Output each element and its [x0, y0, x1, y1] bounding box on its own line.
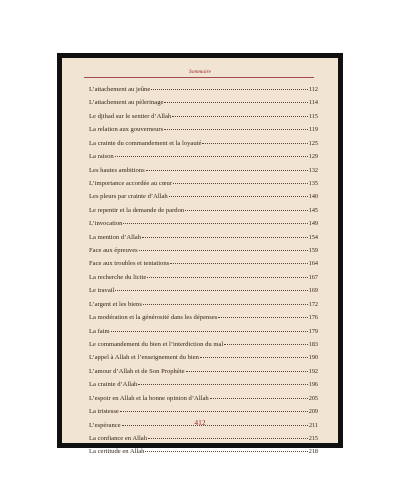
- toc-entry-title: La confiance en Allah: [89, 434, 148, 442]
- dot-leader: [172, 116, 308, 117]
- toc-entry: [89, 271, 318, 284]
- toc-entry-page: 183: [308, 341, 318, 349]
- page-number: 412: [194, 418, 206, 427]
- toc-entry-page: 129: [308, 153, 318, 161]
- toc-entry-title: Face aux troubles et tentations: [89, 260, 170, 268]
- toc-entry-page: 154: [308, 233, 318, 241]
- toc-entry: [89, 123, 318, 136]
- toc-entry-title: L’invocation: [89, 220, 123, 228]
- toc-entry-title: La faim: [89, 327, 110, 335]
- dot-leader: [139, 250, 308, 251]
- toc-entry-title: La raison: [89, 153, 114, 161]
- toc-entry-page: 196: [308, 381, 318, 389]
- dot-leader: [210, 398, 308, 399]
- dot-leader: [147, 277, 307, 278]
- toc-entry: [89, 284, 318, 297]
- toc-entry-page: 218: [308, 448, 318, 456]
- toc-entry-title: La mention d’Allah: [89, 233, 142, 241]
- toc-entry: [89, 392, 318, 405]
- toc-entry-title: La crainte du commandement et la loyauté: [89, 139, 202, 147]
- toc-entry: [89, 365, 318, 378]
- toc-entry-page: 125: [308, 139, 318, 147]
- toc-entry-title: Les hautes ambitions: [89, 166, 145, 174]
- dot-leader: [164, 129, 308, 130]
- toc-entry: [89, 257, 318, 270]
- toc-entry: [89, 231, 318, 244]
- toc-entry: [89, 137, 318, 150]
- toc-entry-title: L’attachement au jeûne: [89, 86, 151, 93]
- toc-entry-page: 172: [308, 300, 318, 308]
- book-page: [62, 58, 338, 456]
- toc-entry-page: 169: [308, 287, 318, 295]
- toc-entry-title: L’attachement au pèlerinage: [89, 99, 164, 107]
- toc-entry-page: 140: [308, 193, 318, 201]
- toc-entry-title: La recherche du licite: [89, 273, 147, 281]
- toc-entry: [89, 325, 318, 338]
- toc-entry-page: 211: [308, 421, 318, 429]
- toc-entry: [89, 83, 318, 96]
- toc-entry-title: Le travail: [89, 287, 115, 295]
- toc-entry-page: 167: [308, 273, 318, 281]
- toc-entry-page: 159: [308, 247, 318, 255]
- toc-entry: [89, 405, 318, 418]
- toc-entry: [89, 432, 318, 445]
- toc-entry-page: 164: [308, 260, 318, 268]
- toc-entry: [89, 190, 318, 203]
- toc-entry-title: L’amour d’Allah et de Son Prophète: [89, 367, 185, 375]
- toc-entry-title: Le djihad sur le sentier d’Allah: [89, 112, 172, 120]
- dot-leader: [123, 223, 307, 224]
- dot-leader: [151, 89, 308, 90]
- toc-entry-page: 209: [308, 408, 318, 416]
- toc-entry: [89, 244, 318, 257]
- toc-entry-title: Le repentir et la demande de pardon: [89, 206, 185, 214]
- toc-entry: [89, 150, 318, 163]
- dot-leader: [142, 237, 308, 238]
- toc-entry-title: La crainte d’Allah: [89, 381, 138, 389]
- toc-entry-title: L’appel à Allah et l’enseignement du bien: [89, 354, 199, 362]
- toc-entry-page: 190: [308, 354, 318, 362]
- toc-entry: [89, 445, 318, 458]
- table-of-contents: [89, 83, 318, 459]
- toc-entry: [89, 338, 318, 351]
- toc-entry-page: 135: [308, 179, 318, 187]
- toc-entry-title: L’importance accordée au cœur: [89, 179, 173, 187]
- toc-entry-title: Le commandement du bien et l’interdiction du mal: [89, 341, 224, 349]
- toc-entry-page: 205: [308, 394, 318, 402]
- dot-leader: [146, 170, 308, 171]
- dot-leader: [224, 344, 308, 345]
- dot-leader: [115, 290, 307, 291]
- dot-leader: [143, 304, 308, 305]
- toc-entry-page: 132: [308, 166, 318, 174]
- toc-entry: [89, 164, 318, 177]
- dot-leader: [185, 210, 308, 211]
- toc-entry-title: La tristesse: [89, 408, 119, 416]
- dot-leader: [164, 102, 307, 103]
- toc-entry-title: Face aux épreuves: [89, 247, 138, 255]
- dot-leader: [145, 451, 307, 452]
- toc-entry-title: La certitude en Allah: [89, 448, 145, 456]
- toc-entry-page: 145: [308, 206, 318, 214]
- toc-entry-page: 192: [308, 367, 318, 375]
- dot-leader: [173, 183, 308, 184]
- header-rule: [84, 77, 314, 78]
- toc-entry: [89, 378, 318, 391]
- toc-entry-page: 179: [308, 327, 318, 335]
- toc-entry-page: 215: [308, 434, 318, 442]
- toc-entry-page: 149: [308, 220, 318, 228]
- toc-entry-page: 119: [308, 126, 318, 134]
- toc-entry: [89, 204, 318, 217]
- toc-entry-title: La modération et la générosité dans les dépenses: [89, 314, 218, 322]
- toc-entry: [89, 298, 318, 311]
- running-head: Sommaire: [188, 69, 212, 75]
- toc-entry: [89, 96, 318, 109]
- dot-leader: [186, 371, 308, 372]
- toc-entry-title: L’argent et les biens: [89, 300, 142, 308]
- dot-leader: [148, 438, 308, 439]
- toc-entry-title: L’espoir en Allah et la bonne opinion d’Allah: [89, 394, 209, 402]
- toc-entry-title: L’espérance: [89, 421, 121, 429]
- toc-entry: [89, 311, 318, 324]
- toc-entry-page: 115: [308, 112, 318, 120]
- dot-leader: [111, 331, 308, 332]
- toc-entry: [89, 217, 318, 230]
- dot-leader: [169, 196, 308, 197]
- dot-leader: [115, 156, 308, 157]
- dot-leader: [170, 263, 308, 264]
- toc-entry: [89, 351, 318, 364]
- toc-entry-page: 176: [308, 314, 318, 322]
- dot-leader: [138, 384, 307, 385]
- dot-leader: [202, 143, 307, 144]
- toc-entry: [89, 110, 318, 123]
- dot-leader: [218, 317, 307, 318]
- toc-entry: [89, 177, 318, 190]
- toc-entry-page: 114: [308, 99, 318, 107]
- toc-entry-title: La relation aux gouverneurs: [89, 126, 164, 134]
- toc-entry-title: Les pleurs par crainte d’Allah: [89, 193, 168, 201]
- dot-leader: [200, 357, 308, 358]
- toc-entry-page: 112: [308, 86, 318, 93]
- dot-leader: [120, 411, 308, 412]
